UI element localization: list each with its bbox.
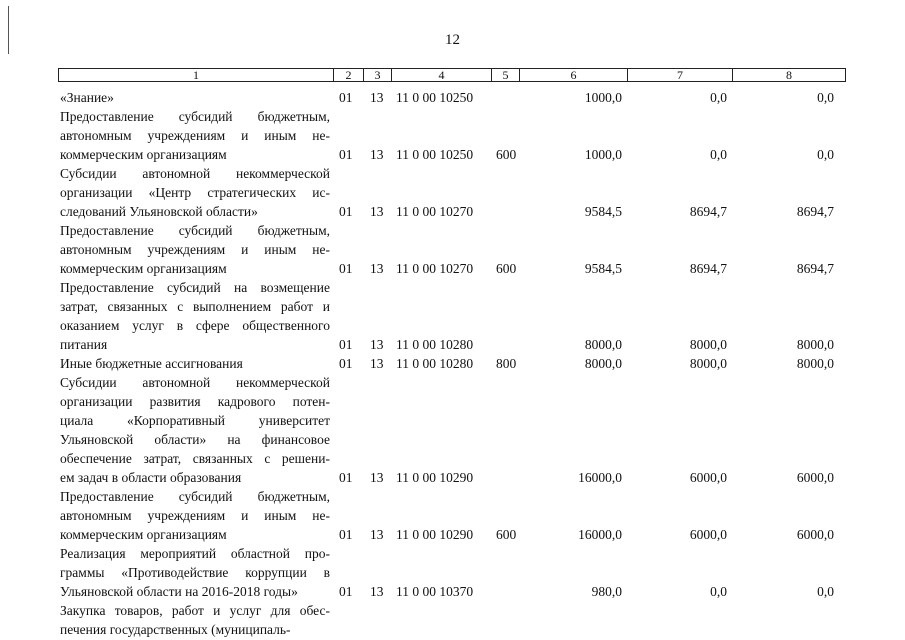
row-c7: 6000,0	[689, 470, 727, 485]
row-c2: 01	[339, 584, 353, 599]
row-description-line: Реализация мероприятий областной про-	[60, 546, 330, 561]
row-c2: 01	[339, 356, 353, 371]
row-c6: 9584,5	[584, 261, 622, 276]
row-description-line: Субсидии автономной некоммерческой	[60, 375, 330, 390]
row-description-line: Закупка товаров, работ и услуг для обес-	[60, 603, 330, 618]
row-description-line: автономным учреждениям и иным не-	[60, 508, 330, 523]
row-c4: 11 0 00 10270	[396, 204, 474, 219]
row-description-line: коммерческим организациям	[60, 527, 227, 542]
row-description-line: затрат, связанных с выполнением работ и	[60, 299, 330, 314]
row-c4: 11 0 00 10290	[396, 527, 474, 542]
row-c3: 13	[370, 356, 384, 371]
row-c6: 9584,5	[584, 204, 622, 219]
row-c3: 13	[370, 584, 384, 599]
row-c2: 01	[339, 470, 353, 485]
row-description-line: организации развития кадрового потен-	[60, 394, 330, 409]
row-c8: 0,0	[817, 90, 834, 105]
row-c2: 01	[339, 204, 353, 219]
row-description-line: «Знание»	[60, 90, 114, 105]
row-c7: 0,0	[710, 90, 727, 105]
row-c8: 0,0	[817, 584, 834, 599]
row-c5: 600	[496, 261, 517, 276]
row-c5: 600	[496, 147, 517, 162]
row-c7: 6000,0	[689, 527, 727, 542]
row-c7: 0,0	[710, 584, 727, 599]
row-description-line: циала «Корпоративный университет	[60, 413, 330, 428]
row-c7: 8000,0	[689, 337, 727, 352]
row-c4: 11 0 00 10280	[396, 356, 474, 371]
row-c3: 13	[370, 527, 384, 542]
row-description-line: печения государственных (муниципаль-	[60, 622, 291, 637]
row-description-line: Субсидии автономной некоммерческой	[60, 166, 330, 181]
row-c3: 13	[370, 337, 384, 352]
row-c2: 01	[339, 337, 353, 352]
row-description-line: питания	[60, 337, 108, 352]
row-c4: 11 0 00 10370	[396, 584, 474, 599]
header-col-5: 5	[491, 69, 519, 81]
header-col-6: 6	[519, 69, 627, 81]
row-description-line: следований Ульяновской области»	[60, 204, 258, 219]
row-description-line: Иные бюджетные ассигнования	[60, 356, 243, 371]
row-c6: 8000,0	[584, 337, 622, 352]
row-c7: 8694,7	[689, 261, 727, 276]
row-c2: 01	[339, 90, 353, 105]
table-body	[0, 88, 905, 640]
row-description-line: коммерческим организациям	[60, 147, 227, 162]
header-col-7: 7	[627, 69, 732, 81]
row-description-line: Предоставление субсидий на возмещение	[60, 280, 330, 295]
row-c8: 6000,0	[796, 527, 834, 542]
header-col-8: 8	[732, 69, 845, 81]
header-col-2: 2	[333, 69, 363, 81]
row-c4: 11 0 00 10250	[396, 147, 474, 162]
row-c6: 1000,0	[584, 147, 622, 162]
row-description-line: автономным учреждениям и иным не-	[60, 242, 330, 257]
header-col-1: 1	[193, 68, 199, 82]
header-col-4: 4	[391, 69, 491, 81]
row-description-line: коммерческим организациям	[60, 261, 227, 276]
row-c4: 11 0 00 10290	[396, 470, 474, 485]
row-c6: 16000,0	[578, 527, 622, 542]
row-description-line: обеспечение затрат, связанных с решени-	[60, 451, 330, 466]
row-description-line: Предоставление субсидий бюджетным,	[60, 223, 330, 238]
row-c6: 1000,0	[584, 90, 622, 105]
row-description-line: ем задач в области образования	[60, 470, 242, 485]
row-c8: 8694,7	[796, 261, 834, 276]
row-description-line: Предоставление субсидий бюджетным,	[60, 489, 330, 504]
row-c2: 01	[339, 147, 353, 162]
row-c8: 8694,7	[796, 204, 834, 219]
row-c5: 600	[496, 527, 517, 542]
row-c3: 13	[370, 204, 384, 219]
row-c3: 13	[370, 147, 384, 162]
row-c8: 8000,0	[796, 356, 834, 371]
row-c5: 800	[496, 356, 517, 371]
row-c2: 01	[339, 261, 353, 276]
row-description-line: оказанием услуг в сфере общественного	[60, 318, 330, 333]
row-c8: 6000,0	[796, 470, 834, 485]
row-c3: 13	[370, 261, 384, 276]
row-c4: 11 0 00 10270	[396, 261, 474, 276]
row-c6: 8000,0	[584, 356, 622, 371]
row-c3: 13	[370, 90, 384, 105]
row-c6: 16000,0	[578, 470, 622, 485]
row-c8: 0,0	[817, 147, 834, 162]
page-number: 12	[445, 32, 460, 48]
row-description-line: Предоставление субсидий бюджетным,	[60, 109, 330, 124]
row-c8: 8000,0	[796, 337, 834, 352]
row-c7: 8000,0	[689, 356, 727, 371]
row-c4: 11 0 00 10280	[396, 337, 474, 352]
table-header	[58, 68, 846, 82]
row-description-line: организации «Центр стратегических ис-	[60, 185, 330, 200]
row-c2: 01	[339, 527, 353, 542]
row-description-line: Ульяновской области на 2016-2018 годы»	[60, 584, 298, 599]
row-c7: 8694,7	[689, 204, 727, 219]
row-description-line: Ульяновской области» на финансовое	[60, 432, 330, 447]
row-description-line: автономным учреждениям и иным не-	[60, 128, 330, 143]
row-c4: 11 0 00 10250	[396, 90, 474, 105]
row-c3: 13	[370, 470, 384, 485]
row-c7: 0,0	[710, 147, 727, 162]
header-col-3: 3	[363, 69, 391, 81]
row-c6: 980,0	[591, 584, 622, 599]
row-description-line: граммы «Противодействие коррупции в	[60, 565, 330, 580]
